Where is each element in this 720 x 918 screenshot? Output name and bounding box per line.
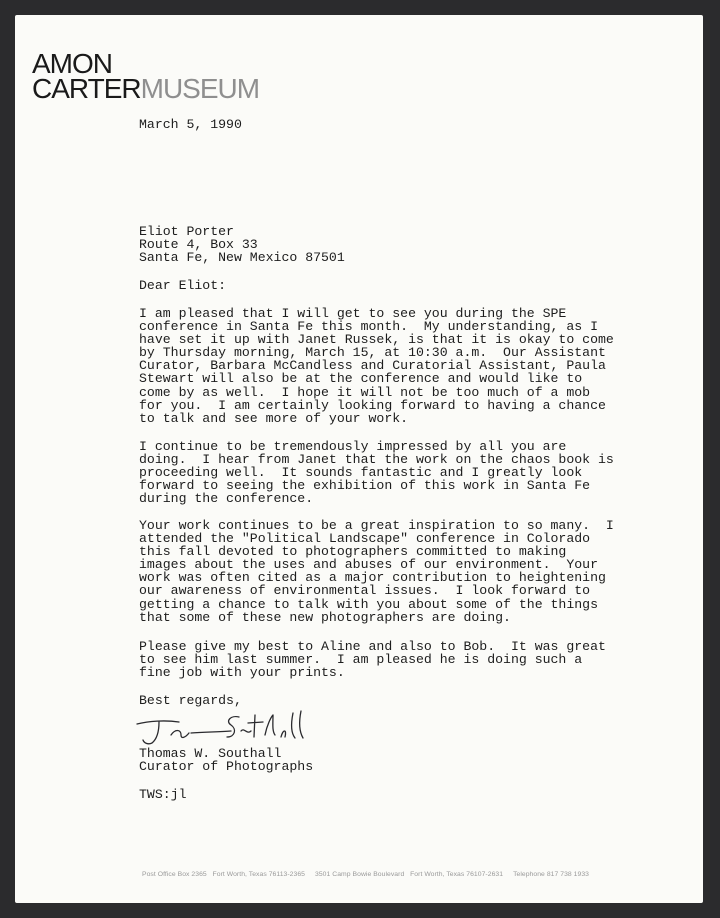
signer-title: Curator of Photographs [139,759,314,775]
closing: Best regards, [139,693,242,708]
body-paragraph-4: Please give my best to Aline and also to Bob. It was great to see him last summer. I am pleased he is doing such a fine job with your prints. [139,639,606,681]
letter-page [15,15,703,903]
signer-name: Thomas W. Southall [139,746,282,761]
body-paragraph-2: I continue to be tremendously impressed by all you are doing. I hear from Janet that the work on the chaos book is proceeding well. It sounds fantastic and I greatly look forward to seeing the exhibition of this work in Santa Fe during the conference. [139,439,614,507]
address-line-1: Eliot Porter [139,224,234,239]
footer-po-box: Post Office Box 2365 Fort Worth, Texas 76113-2365 [142,871,305,878]
typist-initials: TWS:jl [139,787,187,802]
address-line-3: Santa Fe, New Mexico 87501 [139,250,345,266]
recipient-address [139,225,345,264]
body-paragraph-1: I am pleased that I will get to see you during the SPE conference in Santa Fe this month. My understanding, as I have set it up with Janet Russek, is that it is okay to come by Thursday morning, March 15, at 10:30 a.m. Our Assistant Curator, Barbara McCandless and Curatorial Assistant, Paula Stewart will also be at the conference and would like to come by as well. I hope it will not be too much of a mob for you. I am certainly looking forward to having a chance to talk and see more of your work. [139,306,614,426]
logo-line-amon: AMON [32,48,112,79]
letter-date: March 5, 1990 [139,117,242,132]
salutation: Dear Eliot: [139,278,227,293]
footer-telephone: Telephone 817 738 1933 [513,871,589,878]
museum-logo [32,48,260,106]
logo-word-museum: MUSEUM [140,73,260,104]
body-paragraph-3: Your work continues to be a great inspiration to so many. I attended the "Political Landscape" conference in Colorado this fall devoted to photographers committed to making images about the uses and abuses of our environment. Your work was often cited as a major contribution to heightening our awareness of environmental issues. I look forward to getting a chance to talk with you about some of the things that some of these new photographers are doing. [139,518,614,625]
letterhead-footer [142,871,599,878]
logo-line-carter: CARTER [32,73,141,104]
address-line-2: Route 4, Box 33 [139,237,258,253]
footer-street-address: 3501 Camp Bowie Boulevard Fort Worth, Texas 76107-2631 [315,871,504,878]
signature-block [139,747,313,773]
